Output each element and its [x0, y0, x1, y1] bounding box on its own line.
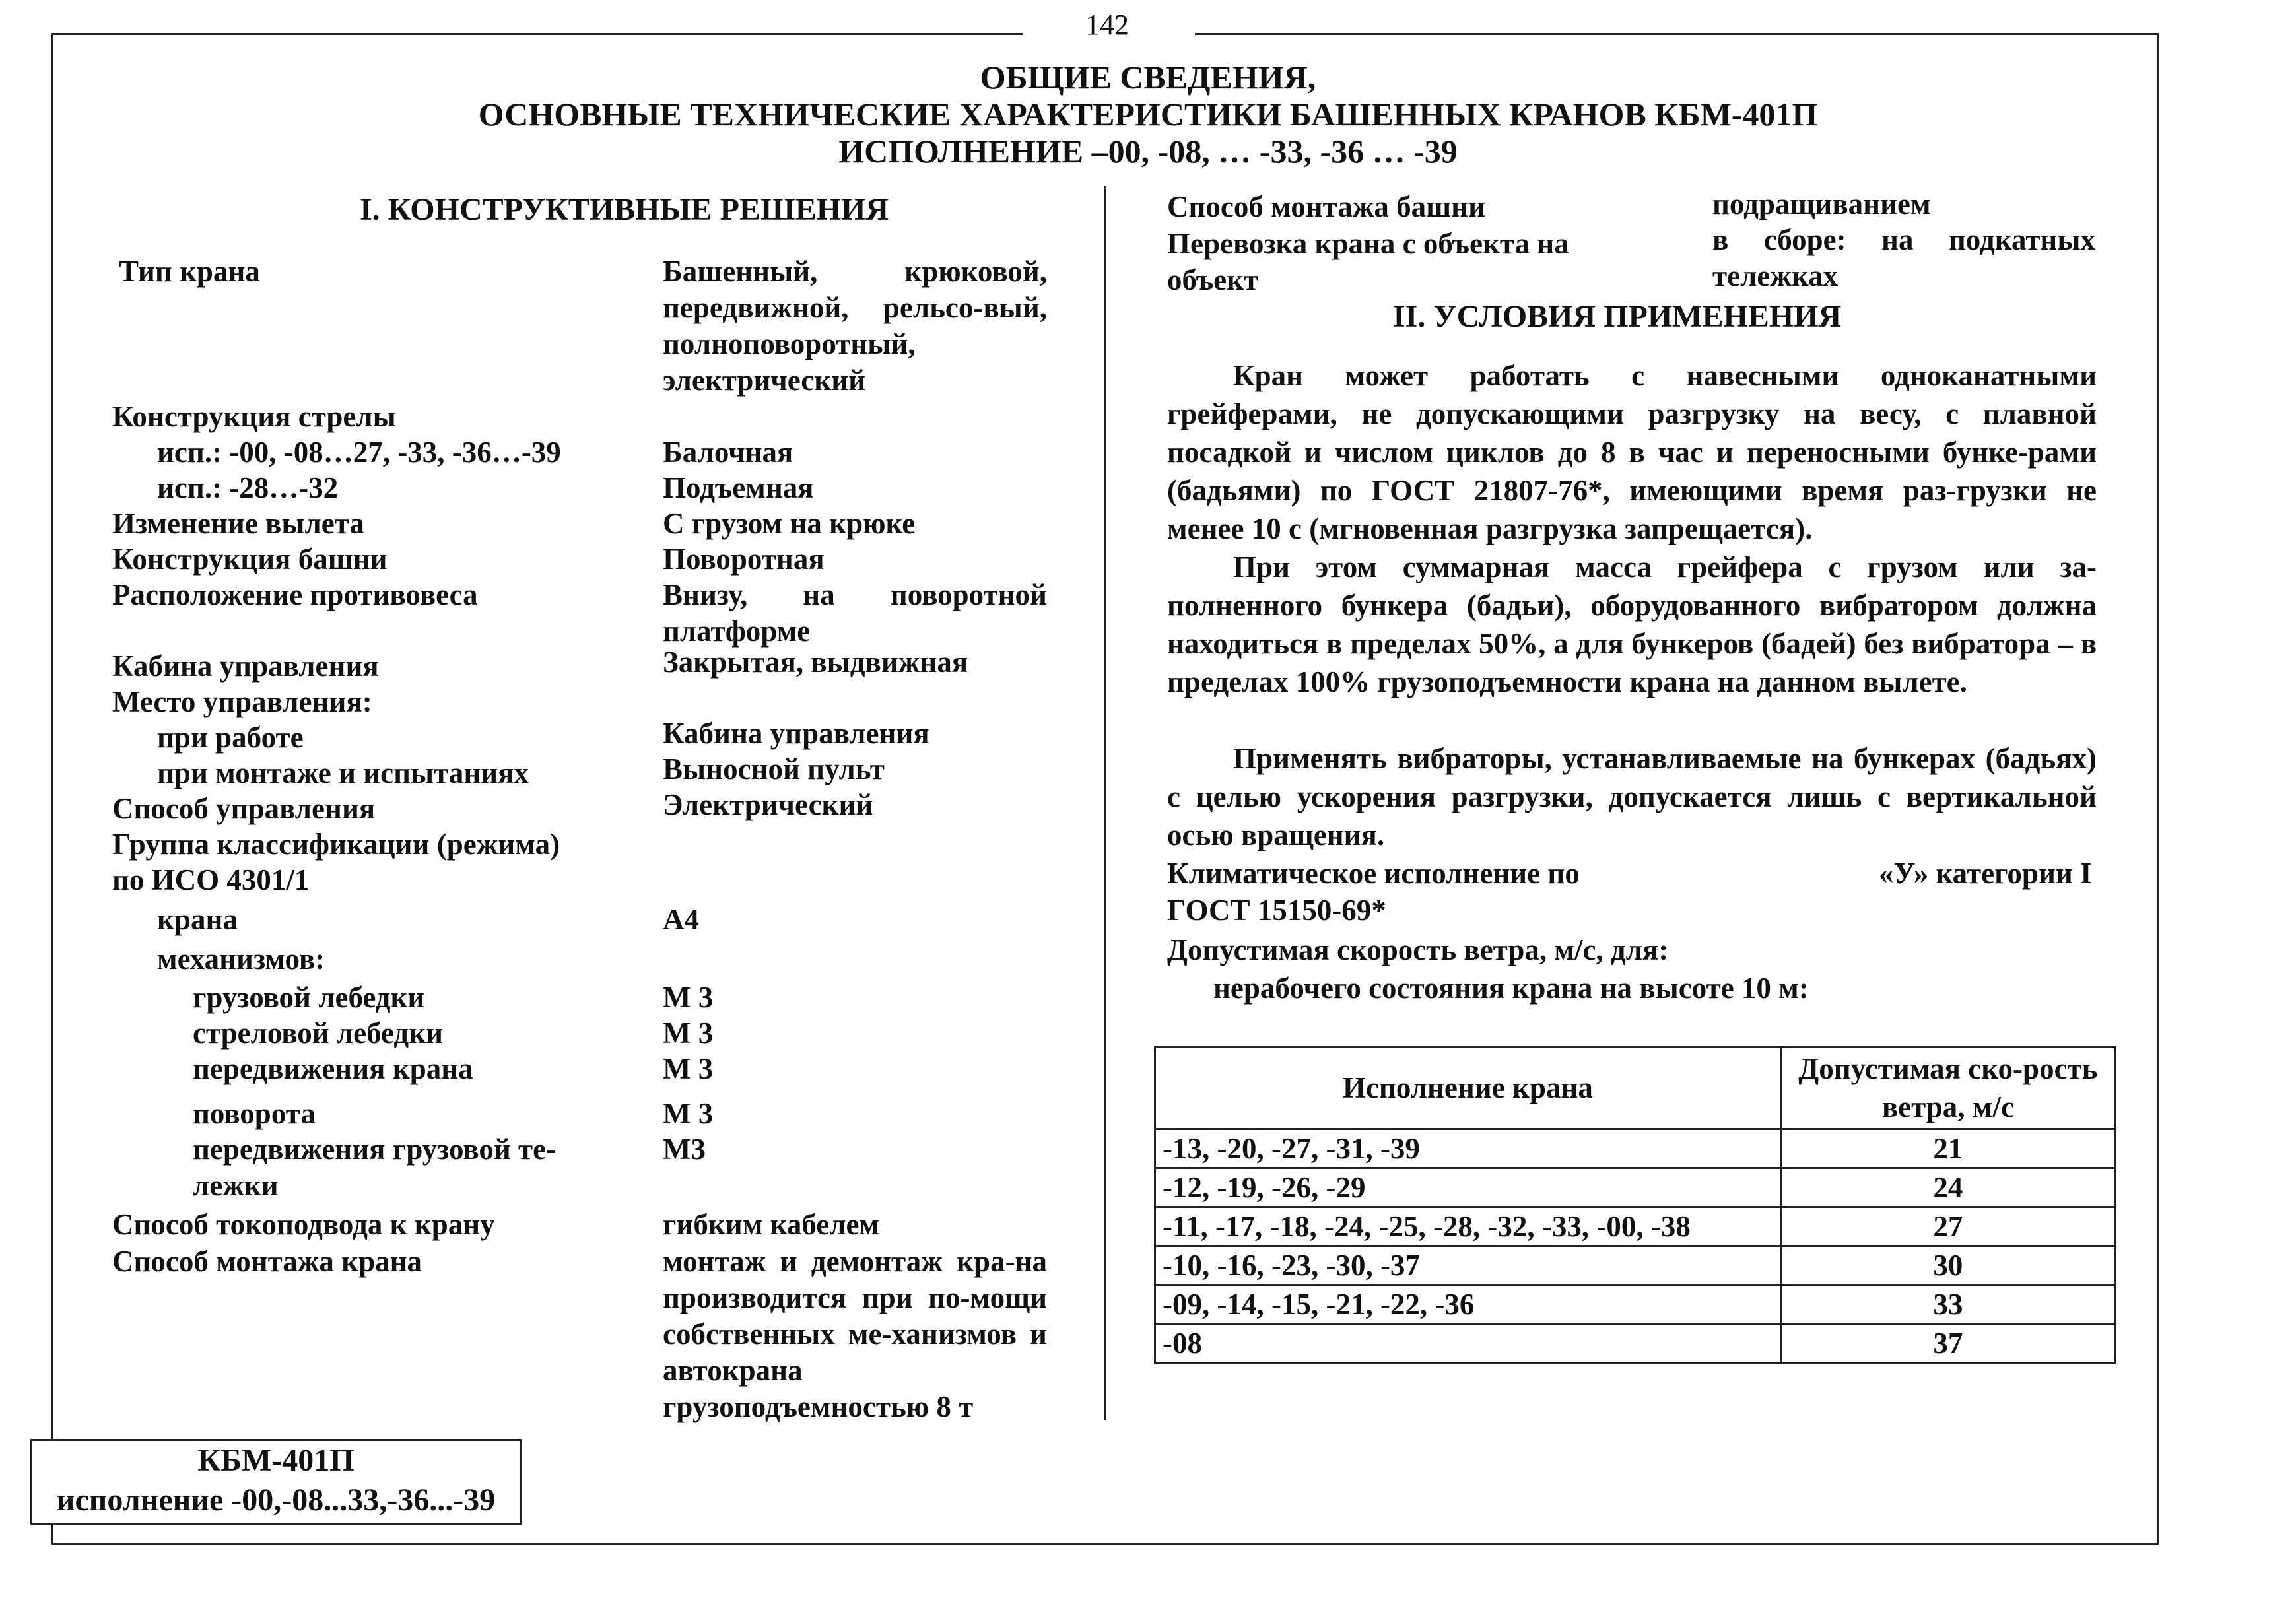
spec-label: исп.: -28…-32: [157, 471, 339, 504]
spec-label: при работе: [157, 721, 304, 754]
title-block-stamp: [30, 1439, 522, 1525]
spec-value: Закрытая, выдвижная: [663, 646, 968, 679]
table-cell: -09, -14, -15, -21, -22, -36: [1155, 1285, 1781, 1324]
spec-label: крана: [157, 903, 238, 936]
spec-value: Кабина управления: [663, 717, 929, 750]
title-line-2: ОСНОВНЫЕ ТЕХНИЧЕСКИЕ ХАРАКТЕРИСТИКИ БАШЕННЫХ КРАНОВ КБМ-401П: [478, 96, 1818, 133]
table-cell: 24: [1780, 1168, 2115, 1207]
table-row: [1155, 1168, 2116, 1207]
table-cell: 21: [1780, 1129, 2115, 1168]
table-header-cell: Допустимая ско-рость ветра, м/с: [1780, 1047, 2115, 1129]
spec-label: по ИСО 4301/1: [112, 863, 310, 896]
title-line-3: ИСПОЛНЕНИЕ –00, -08, … -33, -36 … -39: [838, 133, 1458, 170]
spec-value: М 3: [663, 981, 714, 1014]
wind-sublabel: нерабочего состояния крана на высоте 10 м:: [1213, 972, 1809, 1005]
spec-label: Способ управления: [112, 792, 376, 825]
spec-label: исп.: -00, -08…27, -33, -36…-39: [157, 436, 561, 469]
table-row: [1155, 1285, 2116, 1324]
spec-label: Изменение вылета: [112, 507, 364, 540]
spec-value: Электрический: [663, 788, 873, 821]
paragraph: Кран может работать с навесными одноканатными грейферами, не допускающими разгрузку на весу, с плавной посадкой и числом циклов до 8 в час и переносными бунке-рами (бадьями) по ГОСТ 21807-76*, имеющими время раз-грузки не менее 10 с (мгновенная разгрузка запрещается).: [1167, 359, 2097, 545]
spec-value: Внизу, на поворотной платформе: [663, 578, 1047, 648]
spec-value: Башенный, крюковой, передвижной, рельсо-вый, полноповоротный, электрический: [663, 255, 1047, 397]
table-row: [1155, 1129, 2116, 1168]
spec-value: в сборе: на подкатных тележках: [1712, 223, 2095, 292]
wind-label: Допустимая скорость ветра, м/с, для:: [1167, 933, 1669, 966]
spec-value: М 3: [663, 1017, 714, 1050]
spec-label: Место управления:: [112, 685, 372, 718]
spec-label: Расположение противовеса: [112, 578, 478, 611]
spec-label: Способ токоподвода к крану: [112, 1208, 495, 1241]
climate-gost: ГОСТ 15150-69*: [1167, 894, 1386, 927]
spec-label: Конструкция стрелы: [112, 400, 396, 433]
spec-value: Балочная: [663, 436, 793, 469]
spec-label: поворота: [193, 1097, 316, 1130]
spec-label: передвижения крана: [193, 1052, 473, 1085]
paragraph: Применять вибраторы, устанавливаемые на бункерах (бадьях) с целью ускорения разгрузки, допускается лишь с вертикальной осью вращения.: [1167, 742, 2097, 851]
spec-value: А4: [663, 903, 699, 936]
spec-label: Способ монтажа крана: [112, 1245, 422, 1278]
page-number: 142: [1069, 8, 1145, 42]
section1-heading: I. КОНСТРУКТИВНЫЕ РЕШЕНИЯ: [360, 192, 889, 227]
table-row: [1155, 1324, 2116, 1363]
spec-value: Подъемная: [663, 471, 814, 504]
table-header-cell: Исполнение крана: [1155, 1047, 1781, 1129]
spec-label: Перевозка крана с объекта на объект: [1167, 227, 1569, 296]
spec-label: Кабина управления: [112, 650, 379, 683]
spec-value: М 3: [663, 1052, 714, 1085]
spec-label: Конструкция башни: [112, 543, 388, 576]
table-row: [1155, 1246, 2116, 1285]
title-line-1: ОБЩИЕ СВЕДЕНИЯ,: [980, 59, 1316, 96]
stamp-model: КБМ-401П: [197, 1443, 355, 1478]
spec-value: подращиванием: [1712, 187, 1931, 220]
table-cell: 33: [1780, 1285, 2115, 1324]
table-cell: -11, -17, -18, -24, -25, -28, -32, -33, -00, -38: [1155, 1207, 1781, 1246]
spec-value: М3: [663, 1133, 706, 1166]
table-cell: 27: [1780, 1207, 2115, 1246]
spec-label: Тип крана: [119, 255, 260, 288]
spec-value: Поворотная: [663, 543, 825, 576]
spec-label: при монтаже и испытаниях: [157, 756, 529, 789]
stamp-version: исполнение -00,-08...33,-36...-39: [56, 1483, 496, 1517]
spec-value: С грузом на крюке: [663, 507, 916, 540]
spec-label: передвижения грузовой те-лежки: [193, 1133, 557, 1202]
spec-label: Способ монтажа башни: [1167, 190, 1486, 223]
column-divider: [1104, 186, 1106, 1420]
spec-value: гибким кабелем: [663, 1208, 880, 1241]
spec-value: Выносной пульт: [663, 752, 885, 785]
table-header-row: [1155, 1047, 2116, 1129]
paragraph: При этом суммарная масса грейфера с грузом или за-полненного бункера (бадьи), оборудованного вибратором должна находиться в пределах 50%, а для бункеров (бадей) без вибратора – в пределах 100% грузоподъемности крана на данном вылете.: [1167, 550, 2097, 698]
climate-value: «У» категории I: [1879, 857, 2092, 890]
table-cell: 30: [1780, 1246, 2115, 1285]
spec-label: Группа классификации (режима): [112, 828, 560, 861]
spec-label: механизмов:: [157, 943, 325, 976]
table-cell: -08: [1155, 1324, 1781, 1363]
table-cell: -10, -16, -23, -30, -37: [1155, 1246, 1781, 1285]
spec-label: стреловой лебедки: [193, 1017, 444, 1050]
wind-speed-table: [1154, 1046, 2116, 1364]
table-cell: -13, -20, -27, -31, -39: [1155, 1129, 1781, 1168]
section2-heading: II. УСЛОВИЯ ПРИМЕНЕНИЯ: [1393, 299, 1842, 334]
table-cell: 37: [1780, 1324, 2115, 1363]
spec-value: М 3: [663, 1097, 714, 1130]
table-cell: -12, -19, -26, -29: [1155, 1168, 1781, 1207]
table-row: [1155, 1207, 2116, 1246]
spec-value: монтаж и демонтаж кра-на производится при по-мощи собственных ме-ханизмов и автокрана грузоподъемностью 8 т: [663, 1245, 1047, 1423]
spec-label: грузовой лебедки: [193, 981, 425, 1014]
climate-label: Климатическое исполнение по: [1167, 857, 1580, 890]
